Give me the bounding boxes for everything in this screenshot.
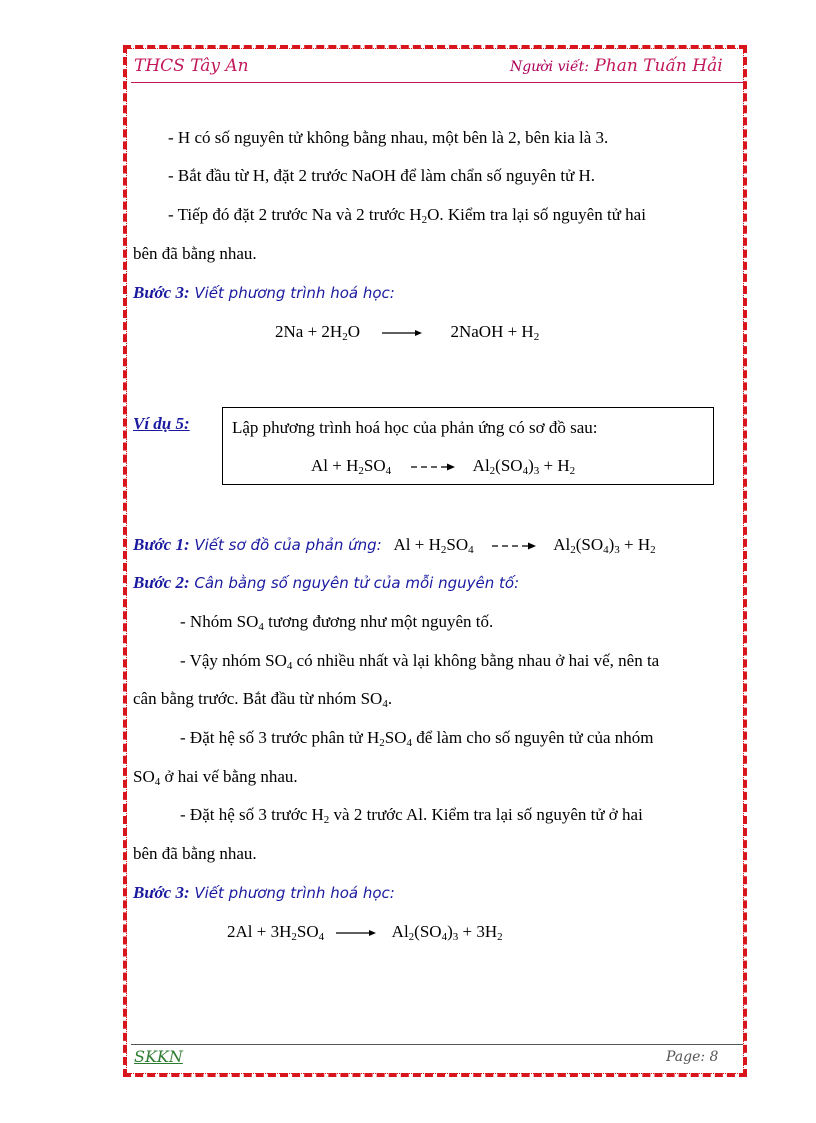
example-prompt: Lập phương trình hoá học của phản ứng có sơ đồ sau: xyxy=(232,418,598,437)
footer-left: SKKN xyxy=(134,1047,183,1066)
step-3-heading-2: Bước 3: Viết phương trình hoá học: xyxy=(133,883,395,902)
equation-1: $2Na + 2H_2O$ 2NaOH + $H_2$ xyxy=(275,322,540,343)
page-number: Page: 8 xyxy=(666,1049,719,1065)
dashed-arrow-icon xyxy=(411,462,455,472)
text-line: cân bằng trước. Bắt đầu từ nhóm $SO_4$. xyxy=(133,689,393,710)
text-line: - Đặt hệ số 3 trước phân tử $H_2SO_4$ để làm cho số nguyên tử của nhóm xyxy=(180,728,654,749)
step-3-heading: Bước 3: Viết phương trình hoá học: xyxy=(133,283,395,302)
example-5-label: Ví dụ 5: xyxy=(133,414,190,433)
author-label: Người viết: xyxy=(510,59,589,75)
text-line: - Tiếp đó đặt 2 trước Na và 2 trước $H_2O$. Kiểm tra lại số nguyên tử hai xyxy=(168,205,646,226)
step-1-equation: $Al + H_2SO_4$ $Al_2(SO_4)_3 + H_2$ xyxy=(393,535,656,556)
header-school: THCS Tây An xyxy=(134,56,249,76)
arrow-icon xyxy=(336,928,376,938)
text-line: - Đặt hệ số 3 trước $H_2$ và 2 trước Al. Kiểm tra lại số nguyên tử ở hai xyxy=(180,805,643,826)
text-line: - Bắt đầu từ H, đặt 2 trước NaOH để làm chẩn số nguyên tử H. xyxy=(168,166,596,185)
header-divider xyxy=(131,82,743,83)
text-line: - Vậy nhóm $SO_4$ có nhiều nhất và lại không bằng nhau ở hai vế, nên ta xyxy=(180,651,660,672)
dashed-arrow-icon xyxy=(492,541,536,551)
equation-2: $2Al + 3H_2SO_4$ $Al_2(SO_4)_3 + 3H_2$ xyxy=(227,922,503,943)
text-line: - H có số nguyên tử không bằng nhau, một bên là 2, bên kia là 3. xyxy=(168,128,609,147)
text-line: bên đã bằng nhau. xyxy=(133,244,257,263)
author-name: Phan Tuấn Hải xyxy=(594,56,723,76)
page-border-inner xyxy=(126,48,744,1074)
step-1-heading: Bước 1: Viết sơ đồ của phản ứng: $Al + H_2SO_4$ $Al_2(SO_4)_3 + H_2$ xyxy=(133,535,656,556)
footer-divider xyxy=(131,1044,743,1045)
arrow-icon xyxy=(382,328,422,338)
example-5-box xyxy=(222,407,714,485)
step-2-heading: Bước 2: Cân bằng số nguyên tử của mỗi nguyên tố: xyxy=(133,573,520,592)
header-author xyxy=(510,56,723,76)
text-line: - Nhóm $SO_4$ tương đương như một nguyên tố. xyxy=(180,612,494,633)
text-line: bên đã bằng nhau. xyxy=(133,844,257,863)
text-line: $SO_4$ ở hai vế bằng nhau. xyxy=(133,767,298,788)
example-equation: $Al + H_2SO_4$ $Al_2(SO_4)_3 + H_2$ xyxy=(311,456,576,477)
